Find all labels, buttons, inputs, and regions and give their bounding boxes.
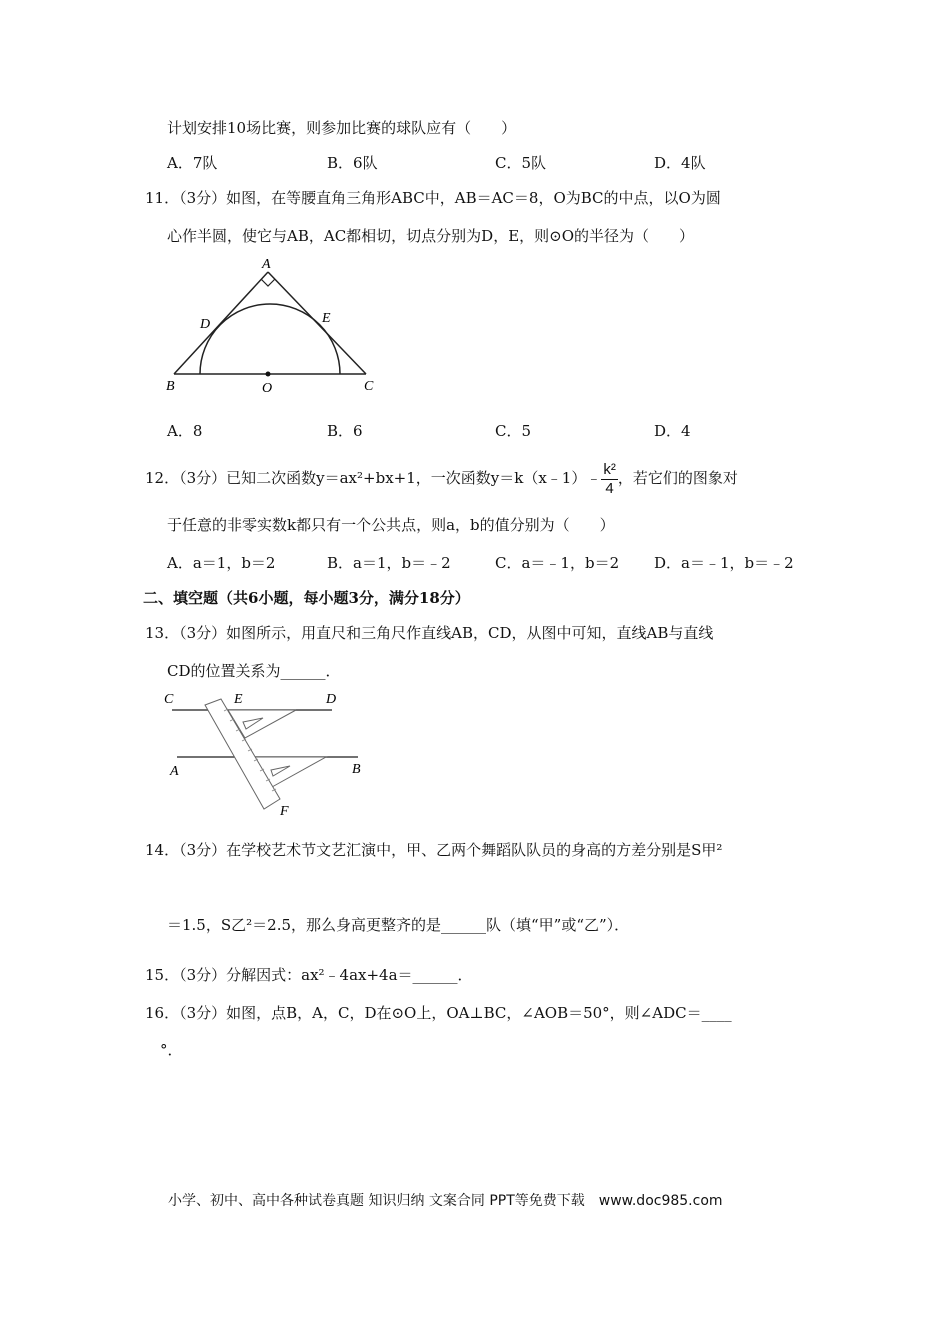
q13-line2: CD的位置关系为______． [167, 662, 341, 680]
label-b: B [352, 762, 361, 777]
q11-option-c: C．5 [495, 422, 532, 440]
fraction-denominator: 4 [605, 479, 614, 497]
fraction-numerator: k² [603, 460, 616, 478]
label-c: C [364, 379, 374, 394]
q12-line1 [145, 458, 738, 498]
label-a: A [170, 764, 179, 779]
label-d: D [200, 317, 211, 332]
q11-line1: 11．（3分）如图，在等腰直角三角形ABC中，AB＝AC＝8，O为BC的中点，以O为圆 [145, 189, 721, 207]
q11-triangle-figure [160, 250, 400, 400]
q15-text: 15．（3分）分解因式：ax²﹣4ax+4a＝______． [145, 966, 473, 984]
q12-option-d: D．a＝﹣1，b＝﹣2 [654, 554, 794, 572]
q14-line1: 14．（3分）在学校艺术节文艺汇演中，甲、乙两个舞蹈队队员的身高的方差分别是S甲² [145, 841, 723, 859]
q10-option-b: B．6队 [327, 154, 378, 172]
footer-text: 小学、初中、高中各种试卷真题 知识归纳 文案合同 PPT等免费下载 www.doc985.com [168, 1193, 723, 1209]
q10-option-d: D．4队 [654, 154, 706, 172]
q12-line1-text: 12．（3分）已知二次函数y＝ax²+bx+1，一次函数y＝k（x﹣1）﹣ [145, 469, 602, 487]
q12-option-a: A．a＝1，b＝2 [167, 554, 276, 572]
q12-line1-tail: ，若它们的图象对 [617, 469, 738, 487]
q10-option-c: C．5队 [495, 154, 547, 172]
q11-option-a: A．8 [167, 422, 203, 440]
label-a: A [262, 257, 271, 272]
q12-option-c: C．a＝﹣1，b＝2 [495, 554, 620, 572]
q16-line1: 16．（3分）如图，点B，A，C，D在⊙O上，OA⊥BC，∠AOB＝50°，则∠ADC＝____ [145, 1004, 732, 1022]
q10-text: 计划安排10场比赛，则参加比赛的球队应有（ ） [167, 119, 517, 137]
q12-option-b: B．a＝1，b＝﹣2 [327, 554, 451, 572]
label-e: E [322, 311, 331, 326]
q11-option-b: B．6 [327, 422, 363, 440]
q12-fraction [601, 461, 618, 498]
q11-option-d: D．4 [654, 422, 691, 440]
label-b: B [166, 379, 175, 394]
label-d: D [326, 692, 337, 707]
q13-line1: 13．（3分）如图所示，用直尺和三角尺作直线AB，CD，从图中可知，直线AB与直线 [145, 624, 714, 642]
q14-line2: ＝1.5，S乙²＝2.5，那么身高更整齐的是______队（填“甲”或“乙”）． [167, 916, 630, 934]
q10-option-a: A．7队 [167, 154, 218, 172]
q12-line2: 于任意的非零实数k都只有一个公共点，则a，b的值分别为（ ） [167, 516, 615, 534]
label-c: C [164, 692, 174, 707]
label-o: O [262, 381, 273, 396]
q13-ruler-figure [160, 685, 380, 820]
q11-line2: 心作半圆，使它与AB，AC都相切，切点分别为D，E，则⊙O的半径为（ ） [167, 227, 695, 245]
section-heading: 二、填空题（共6小题，每小题3分，满分18分） [143, 589, 470, 607]
label-f: F [280, 804, 289, 819]
label-e: E [234, 692, 243, 707]
q16-line2: °． [160, 1041, 183, 1059]
